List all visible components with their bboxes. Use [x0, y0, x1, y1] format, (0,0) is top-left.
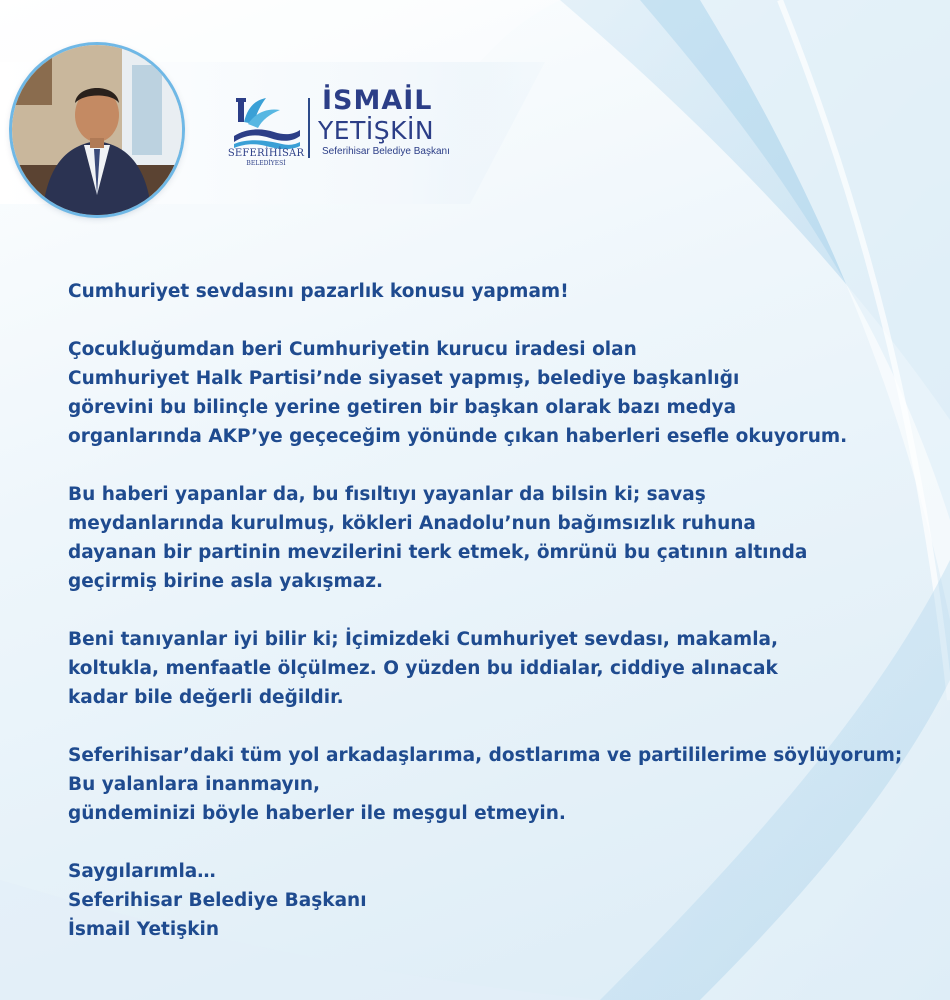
letter-paragraph: Beni tanıyanlar iyi bilir ki; İçimizdeki Cumhuriyet sevdası, makamla, koltukla, menfaatle ölçülmez. O yüzden bu iddialar, ciddiye alınacak kadar bile değerli değildir. [68, 629, 779, 708]
letter-signature: Saygılarımla… Seferihisar Belediye Başkanı İsmail Yetişkin [68, 861, 367, 940]
letter-paragraph: Bu haberi yapanlar da, bu fısıltıyı yayanlar da bilsin ki; savaş meydanlarında kurulmuş, kökleri Anadolu’nun bağımsızlık ruhuna dayanan bir partinin mevzilerini terk etmek, ömrünü bu çatının altında geçirmiş birine asla yakışmaz. [68, 484, 808, 592]
letter-paragraph: Çocukluğumdan beri Cumhuriyetin kurucu iradesi olan Cumhuriyet Halk Partisi’nde siyaset yapmış, belediye başkanlığı görevini bu bilinçle yerine getiren bir başkan olarak bazı medya organlarında AKP’ye geçeceğim yönünde çıkan haberleri esefle okuyorum. [68, 339, 848, 447]
letter-headline: Cumhuriyet sevdasını pazarlık konusu yapmam! [68, 281, 569, 302]
mayor-first-name: İSMAİL [322, 85, 433, 116]
letter-paragraph: Seferihisar’daki tüm yol arkadaşlarıma, dostlarıma ve partililerime söylüyorum; Bu yalanlara inanmayın, gündeminizi böyle haberler ile meşgul etmeyin. [68, 745, 903, 824]
letter-body [68, 277, 928, 944]
org-subtitle: BELEDİYESİ [246, 160, 286, 167]
org-name: SEFERİHİSAR [227, 148, 305, 159]
mayor-title: Seferihisar Belediye Başkanı [322, 146, 450, 157]
mayor-last-name: YETİŞKİN [318, 116, 435, 145]
logo-divider [308, 98, 310, 158]
mayor-portrait [12, 45, 182, 215]
